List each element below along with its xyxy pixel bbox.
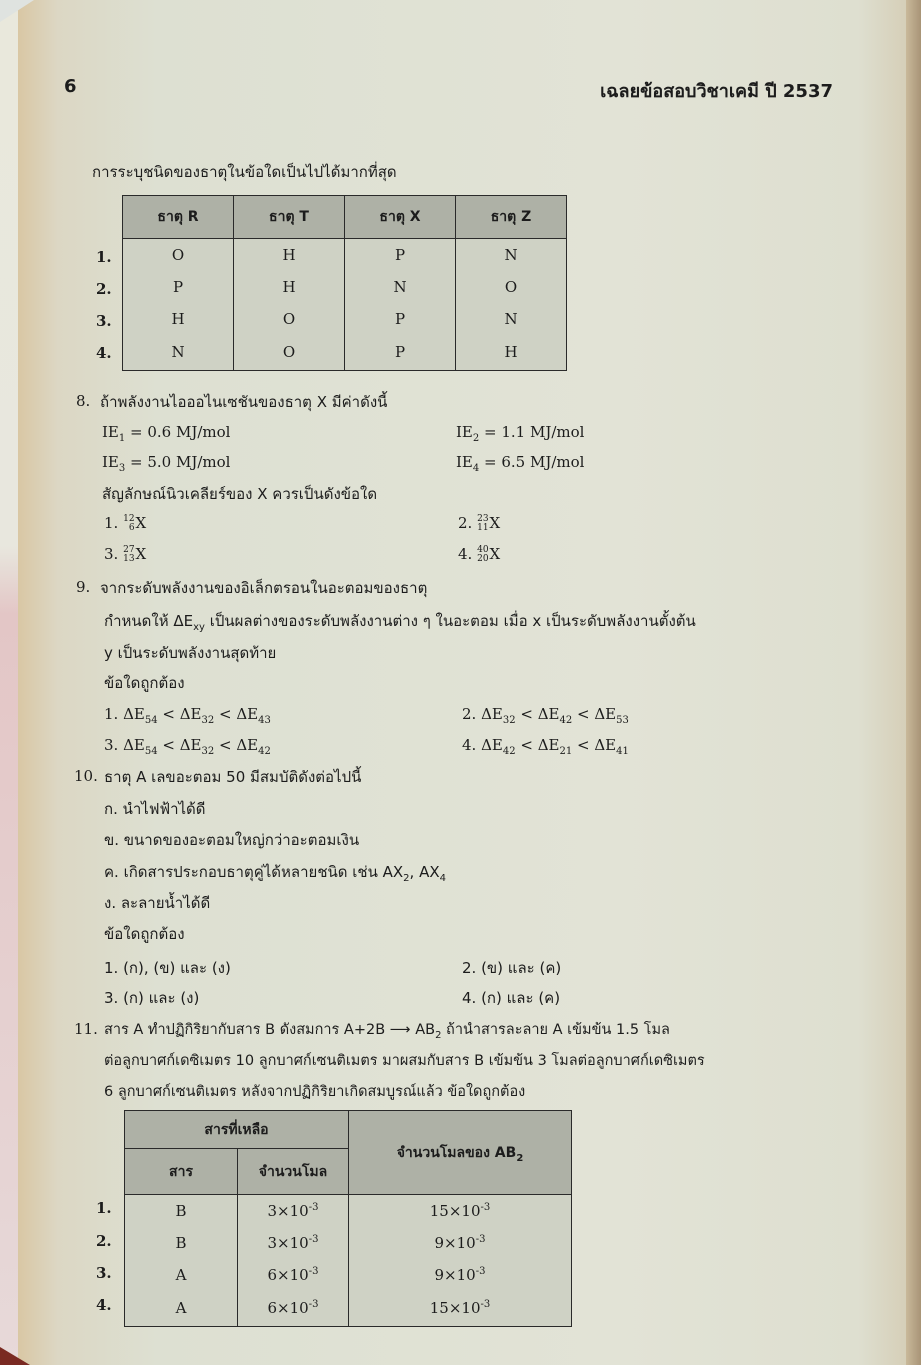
- table-cell: O: [456, 271, 567, 303]
- q10-prop-b: ข. ขนาดของอะตอมใหญ่กว่าอะตอมเงิน: [104, 831, 360, 849]
- table-cell: N: [456, 239, 567, 271]
- q11-line3: 6 ลูกบาศก์เซนติเมตร หลังจากปฏิกิริยาเกิดสมบูรณ์แล้ว ข้อใดถูกต้อง: [104, 1084, 526, 1100]
- q10-prop-d: ง. ละลายน้ำได้ดี: [104, 894, 211, 912]
- q7-row-num: 1.: [96, 248, 112, 266]
- column-header: จำนวนโมล: [238, 1149, 349, 1195]
- table-row: [125, 1259, 572, 1291]
- ie4: $IE_4 = 6.5$ MJ/mol: [456, 453, 585, 474]
- column-header: สาร: [125, 1149, 238, 1195]
- q10-prop-c: ค. เกิดสารประกอบธาตุคู่ได้หลายชนิด เช่น $AX_2$, $AX_4$: [104, 863, 446, 884]
- q8-stem: ถ้าพลังงานไอออไนเซชันของธาตุ X มีค่าดังนี้: [100, 393, 388, 411]
- q9-line1: จากระดับพลังงานของอิเล็กตรอนในอะตอมของธาตุ: [100, 579, 428, 597]
- table-cell: B: [125, 1195, 238, 1227]
- q11-row-num: 1.: [96, 1199, 112, 1217]
- q11-line1: สาร A ทำปฏิกิริยากับสาร B ดังสมการ A+2B ⟶ $AB_2$ ถ้านำสารละลาย A เข้มข้น 1.5 โมล: [104, 1022, 670, 1041]
- q10-option-2[interactable]: 2. (ข) และ (ค): [462, 959, 562, 977]
- book-cover-corner: [0, 1347, 30, 1365]
- table-cell: N: [123, 335, 234, 371]
- table-cell: O: [123, 239, 234, 271]
- ie3: $IE_3 = 5.0$ MJ/mol: [102, 453, 231, 474]
- q9-option-2[interactable]: 2. $\Delta E_{32} < \Delta E_{42} < \Delta E_{53}$: [462, 705, 629, 726]
- q9-number: 9.: [76, 578, 91, 596]
- q8-option-4[interactable]: 4. 40 20X: [458, 545, 501, 564]
- column-header: ธาตุ X: [345, 196, 456, 239]
- q10-option-4[interactable]: 4. (ก) และ (ค): [462, 989, 561, 1007]
- table-cell: N: [456, 303, 567, 335]
- column-header: จำนวนโมลของ $AB_2$: [349, 1111, 572, 1195]
- q11-result-table: [124, 1110, 572, 1327]
- q10-question: ข้อใดถูกต้อง: [104, 925, 185, 943]
- table-row: [123, 303, 567, 335]
- q7-prompt: การระบุชนิดของธาตุในข้อใดเป็นไปได้มากที่สุด: [92, 163, 397, 181]
- group-header: สารที่เหลือ: [125, 1111, 349, 1149]
- table-row: [123, 239, 567, 271]
- table-row: [125, 1291, 572, 1327]
- q9-option-3[interactable]: 3. $\Delta E_{54} < \Delta E_{32} < \Delta E_{42}$: [104, 736, 271, 757]
- table-cell: O: [234, 303, 345, 335]
- table-cell: H: [234, 239, 345, 271]
- q11-line2: ต่อลูกบาศก์เดซิเมตร 10 ลูกบาศก์เซนติเมตร มาผสมกับสาร B เข้มข้น 3 โมลต่อลูกบาศก์เดซิเมตร: [104, 1053, 705, 1069]
- q10-option-3[interactable]: 3. (ก) และ (ง): [104, 989, 200, 1007]
- table-cell: $6\times 10^{-3}$: [238, 1291, 349, 1327]
- q9-line3: y เป็นระดับพลังงานสุดท้าย: [104, 644, 277, 662]
- column-header: ธาตุ T: [234, 196, 345, 239]
- q10-prop-a: ก. นำไฟฟ้าได้ดี: [104, 800, 206, 818]
- q7-row-num: 4.: [96, 344, 112, 362]
- q11-row-num: 2.: [96, 1232, 112, 1250]
- table-cell: A: [125, 1291, 238, 1327]
- table-row: [123, 335, 567, 371]
- table-cell: H: [234, 271, 345, 303]
- table-cell: $15\times 10^{-3}$: [349, 1291, 572, 1327]
- table-cell: $15\times 10^{-3}$: [349, 1195, 572, 1227]
- q8-option-1[interactable]: 1. 12 6X: [104, 514, 147, 533]
- q11-row-num: 3.: [96, 1264, 112, 1282]
- table-cell: P: [345, 303, 456, 335]
- table-cell: B: [125, 1227, 238, 1259]
- table-cell: P: [123, 271, 234, 303]
- reaction-arrow-icon: ⟶: [389, 1022, 411, 1038]
- table-cell: N: [345, 271, 456, 303]
- q8-question: สัญลักษณ์นิวเคลียร์ของ X ควรเป็นดังข้อใด: [102, 485, 378, 503]
- table-cell: $6\times 10^{-3}$: [238, 1259, 349, 1291]
- q7-element-table: [122, 195, 567, 371]
- q9-question: ข้อใดถูกต้อง: [104, 674, 185, 692]
- column-header: ธาตุ Z: [456, 196, 567, 239]
- page-number: 6: [64, 76, 77, 97]
- q11-number: 11.: [74, 1020, 98, 1038]
- ie2: $IE_2 = 1.1$ MJ/mol: [456, 423, 585, 444]
- q9-option-1[interactable]: 1. $\Delta E_{54} < \Delta E_{32} < \Delta E_{43}$: [104, 705, 271, 726]
- table-cell: O: [234, 335, 345, 371]
- table-row: [123, 271, 567, 303]
- table-cell: P: [345, 239, 456, 271]
- page-edge-shadow: [906, 0, 921, 1365]
- table-cell: $3\times 10^{-3}$: [238, 1227, 349, 1259]
- table-cell: A: [125, 1259, 238, 1291]
- q8-option-3[interactable]: 3. 27 13X: [104, 545, 147, 564]
- q9-line2: กำหนดให้ $\Delta E_{xy}$ เป็นผลต่างของระดับพลังงานต่าง ๆ ในอะตอม เมื่อ x เป็นระดับพลังงานตั้งต้น: [104, 612, 696, 633]
- table-cell: H: [123, 303, 234, 335]
- q8-number: 8.: [76, 392, 91, 410]
- q8-option-2[interactable]: 2. 23 11X: [458, 514, 501, 533]
- q10-number: 10.: [74, 767, 98, 785]
- adjacent-page-edge: [0, 0, 18, 1365]
- q7-row-num: 3.: [96, 312, 112, 330]
- book-title: เฉลยข้อสอบวิชาเคมี ปี 2537: [600, 81, 833, 102]
- q10-stem: ธาตุ A เลขอะตอม 50 มีสมบัติดังต่อไปนี้: [104, 768, 362, 786]
- q11-row-num: 4.: [96, 1296, 112, 1314]
- q7-row-num: 2.: [96, 280, 112, 298]
- q10-option-1[interactable]: 1. (ก), (ข) และ (ง): [104, 959, 231, 977]
- q9-option-4[interactable]: 4. $\Delta E_{42} < \Delta E_{21} < \Delta E_{41}$: [462, 736, 629, 757]
- page-corner: [0, 0, 34, 22]
- table-cell: $9\times 10^{-3}$: [349, 1259, 572, 1291]
- table-cell: H: [456, 335, 567, 371]
- column-header: ธาตุ R: [123, 196, 234, 239]
- table-cell: P: [345, 335, 456, 371]
- table-row: [125, 1195, 572, 1227]
- table-row: [125, 1227, 572, 1259]
- ie1: $IE_1 = 0.6$ MJ/mol: [102, 423, 231, 444]
- table-cell: $3\times 10^{-3}$: [238, 1195, 349, 1227]
- table-cell: $9\times 10^{-3}$: [349, 1227, 572, 1259]
